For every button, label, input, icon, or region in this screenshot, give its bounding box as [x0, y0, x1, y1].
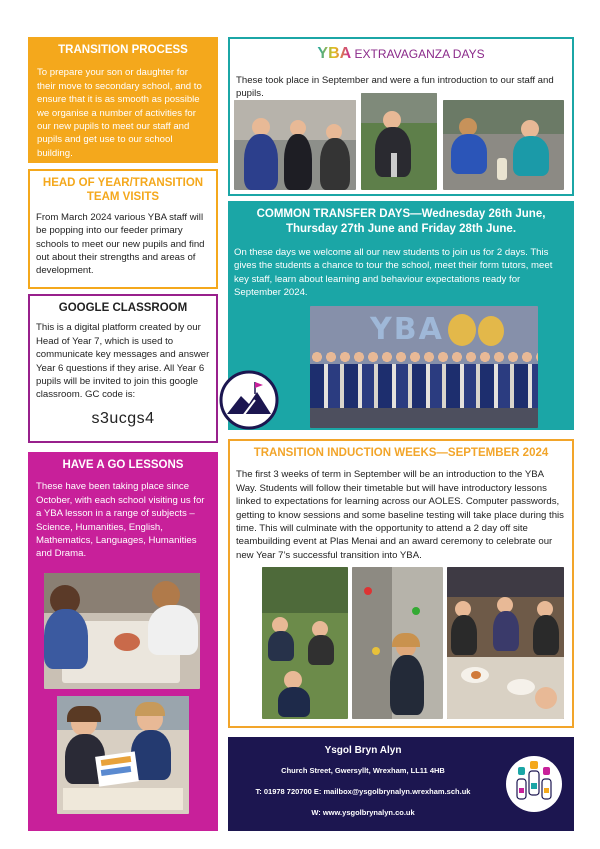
hands-logo [505, 755, 563, 813]
art-lesson-photo [57, 696, 189, 814]
have-a-go-title: HAVE A GO LESSONS [62, 459, 184, 471]
teambuilding-photo-1 [262, 567, 348, 719]
transition-process-title: TRANSITION PROCESS [58, 44, 188, 56]
balloons-letters: YBA [370, 312, 444, 347]
science-lesson-photo [44, 573, 200, 689]
head-of-year-panel [28, 169, 218, 289]
extravaganza-photo-3 [443, 100, 564, 190]
school-logo [219, 370, 279, 430]
transition-process-panel [28, 37, 218, 163]
extravaganza-text: These took place in September and were a fun introduction to our staff and pupils. [236, 75, 554, 100]
induction-title: TRANSITION INDUCTION WEEKS—SEPTEMBER 2024 [253, 447, 549, 459]
google-classroom-panel [28, 294, 218, 443]
climbing-wall-photo [352, 567, 443, 719]
footer-contact: T: 01978 720700 E: mailbox@ysgolbrynalyn.wrexham.sch.uk [255, 787, 471, 796]
head-of-year-title: HEAD OF YEAR/TRANSITION TEAM VISITS [42, 177, 204, 204]
footer-school-name: Ysgol Bryn Alyn [324, 745, 402, 756]
transition-process-text: To prepare your son or daughter for their move to secondary school, and to ensure that it is as smooth as possible we organise a number of activities for our new pupils to meet our staff and pupils and get use to our school building. [37, 67, 202, 159]
google-classroom-title: GOOGLE CLASSROOM [58, 302, 188, 314]
google-classroom-code: s3ucgs4 [91, 409, 155, 427]
footer-website: W: www.ysgolbrynalyn.co.uk [311, 808, 415, 817]
extravaganza-title-rest: EXTRAVAGANZA DAYS [354, 47, 485, 61]
extravaganza-title-yba: YBA [317, 45, 352, 62]
common-transfer-text: On these days we welcome all our new students to join us for 2 days. This gives the students a chance to tour the school, meet their form tutors, meet key staff, learn about learning and behaviour expectations ready for September 2024. [234, 247, 553, 299]
extravaganza-photo-2 [361, 93, 437, 190]
have-a-go-text: These have been taking place since October, with each school visiting us for a YBA lesson in a range of subjects – Science, Humanities, English, Mathematics, Languages, Humanities and Drama. [36, 481, 205, 560]
award-ceremony-photo [447, 567, 564, 719]
extravaganza-photo-1 [234, 100, 356, 190]
common-transfer-group-photo [310, 306, 538, 428]
google-classroom-text: This is a digital platform created by our Head of Year 7, which is used to communicate key messages and answer Year 6 questions if they arise. All Year 6 pupils will be invited to join this google classroom. GC code is: [36, 322, 210, 401]
extravaganza-title [236, 44, 566, 64]
common-transfer-title: COMMON TRANSFER DAYS—Wednesday 26th June, Thursday 27th June and Friday 28th June. [256, 208, 546, 235]
induction-text: The first 3 weeks of term in September will be an introduction to the YBA Way. Students will follow their timetable but will have introductory lessons linked to expectations for learning across our AOLES. Computer passwords, getting to know sessions and some baseline testing will take place during this time. This will culminate with the opportunity to attend a 2 day off site teambuilding event at Plas Menai and an award ceremony to celebrate our new Year 7’s successful transition into YBA. [236, 469, 564, 561]
head-of-year-text: From March 2024 various YBA staff will be popping into our feeder primary schools to meet our new pupils and find out about their strengths and areas of development. [36, 211, 205, 277]
footer-address: Church Street, Gwersyllt, Wrexham, LL11 4HB [281, 766, 445, 775]
